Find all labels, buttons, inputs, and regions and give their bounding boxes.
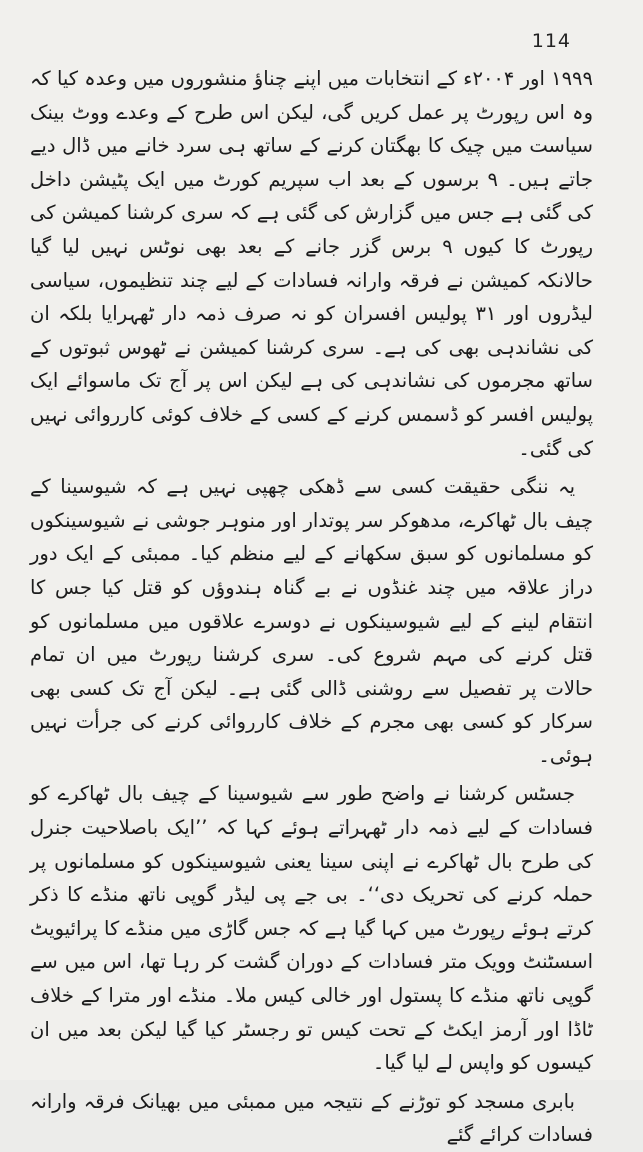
- paragraph-3: جسٹس کرشنا نے واضح طور سے شیوسینا کے چیف بال ٹھاکرے کو فسادات کے لیے ذمہ دار ٹھہراتے ہوئے کہا کہ ’’ایک باصلاحیت جنرل کی طرح بال ٹھاکرے نے اپنی سینا یعنی شیوسینکوں کو مسلمانوں پر حملہ کرنے کی تحریک دی‘‘۔ بی جے پی لیڈر گوپی ناتھ منڈے کا ذکر کرتے ہوئے رپورٹ میں کہا گیا ہے کہ جس گاڑی میں منڈے کا پرائیویٹ اسسٹنٹ وویک متر فسادات کے دوران گشت کر رہا تھا، اس میں سے گوپی ناتھ منڈے کا پستول اور خالی کیس ملا۔ منڈے اور مترا کے خلاف ٹاڈا اور آرمز ایکٹ کے تحت کیس تو رجسٹر کیا گیا لیکن بعد میں ان کیسوں کو واپس لے لیا گیا۔: [30, 782, 593, 1075]
- paragraph-2: یہ ننگی حقیقت کسی سے ڈھکی چھپی نہیں ہے کہ شیوسینا کے چیف بال ٹھاکرے، مدھوکر سر پوتدار اور منوہر جوشی نے شیوسینکوں کو مسلمانوں کو سبق سکھانے کے لیے منظم کیا۔ ممبئی کے ایک دور دراز علاقہ میں چند غنڈوں نے بے گناہ ہندوؤں کو قتل کیا جس کا انتقام لینے کے لیے شیوسینکوں نے دوسرے علاقوں میں مسلمانوں کو قتل کرنے کی مہم شروع کی۔ سری کرشنا رپورٹ میں ان تمام حالات پر تفصیل سے روشنی ڈالی گئی ہے۔ لیکن آج تک کسی بھی سرکار کو کسی بھی مجرم کے خلاف کارروائی کرنے کی جرأت نہیں ہوئی۔: [30, 475, 593, 767]
- paragraph-1: ۱۹۹۹ اور ۲۰۰۴ء کے انتخابات میں اپنے چناؤ منشوروں میں وعدہ کیا کہ وہ اس رپورٹ پر عمل کریں گی، لیکن اس طرح کے وعدے ووٹ بینک سیاست میں چیک کا بھگتان کرنے کے ساتھ ہی سرد خانے میں ڈال دیے جاتے ہیں۔ ۹ برسوں کے بعد اب سپریم کورٹ میں ایک پٹیشن داخل کی گئی ہے جس میں گزارش کی گئی ہے کہ سری کرشنا کمیشن کی رپورٹ کا کیوں ۹ برس گزر جانے کے بعد بھی نوٹس نہیں لیا گیا حالانکہ کمیشن نے فرقہ وارانہ فسادات کے لیے چند تنظیموں، سیاسی لیڈروں اور ۳۱ پولیس افسران کو نہ صرف ذمہ دار ٹھہرایا بلکہ ان کی نشاندہی بھی کی ہے۔ سری کرشنا کمیشن نے ٹھوس ثبوتوں کے ساتھ مجرموں کی نشاندہی کی ہے لیکن اس پر آج تک ماسوائے ایک پولیس افسر کو ڈسمس کرنے کے کسی کے خلاف کوئی کارروائی نہیں کی گئی۔: [30, 67, 594, 460]
- paragraph-4: بابری مسجد کو توڑنے کے نتیجہ میں ممبئی میں بھیانک فرقہ وارانہ فسادات کرائے گئے: [30, 1089, 593, 1147]
- body-text: [30, 62, 593, 1152]
- page-number: 114: [531, 30, 571, 52]
